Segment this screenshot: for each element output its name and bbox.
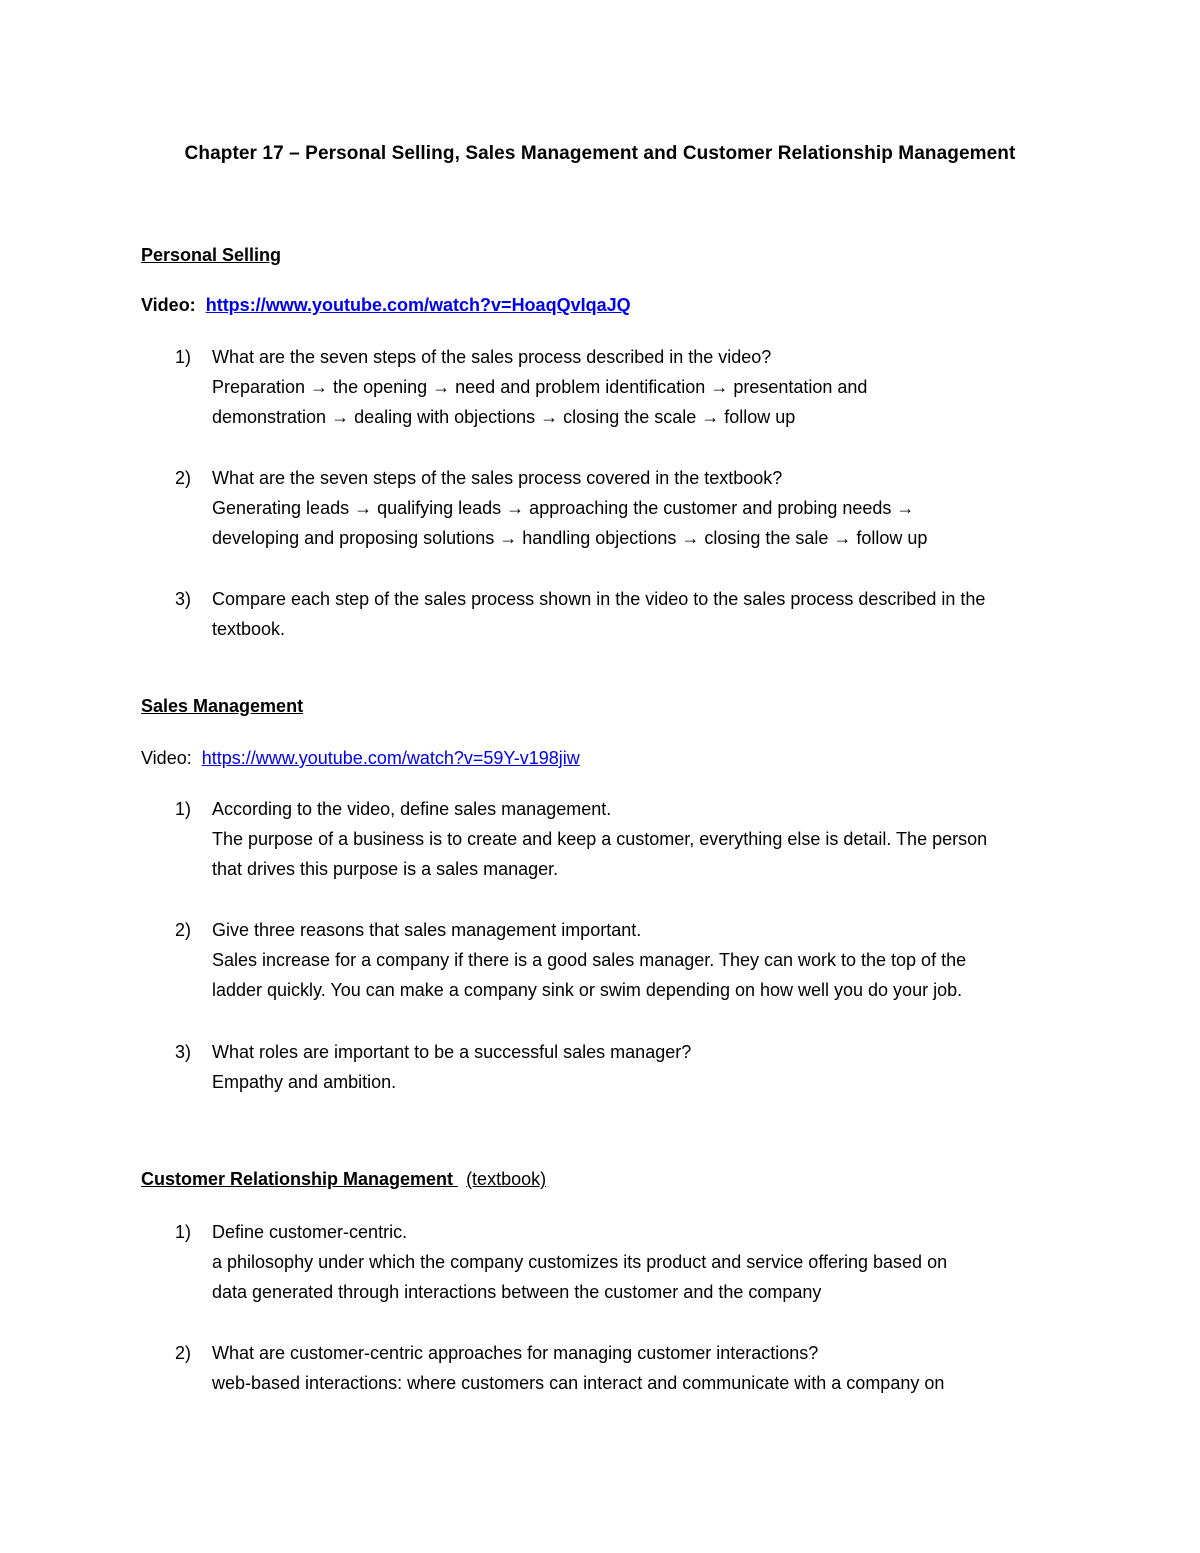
answer-line: demonstration → dealing with objections → closing the scale → follow up (212, 407, 796, 427)
answer-line: Empathy and ambition. (212, 1072, 397, 1092)
video-line-sales-management (141, 748, 580, 769)
video-label: Video: (141, 295, 196, 315)
answer-line: ladder quickly. You can make a company sink or swim depending on how well you do your job. (212, 980, 963, 1000)
answer-line: Preparation → the opening → need and problem identification → presentation and (212, 377, 868, 397)
answer-line: data generated through interactions between the customer and the company (212, 1282, 822, 1302)
question-text: What are customer-centric approaches for managing customer interactions? (212, 1343, 819, 1363)
answer-line: Generating leads → qualifying leads → approaching the customer and probing needs → (212, 498, 915, 518)
section-heading-sales-management: Sales Management (141, 696, 304, 716)
video-link-sales-management[interactable]: https://www.youtube.com/watch?v=59Y-v198jiw (201, 748, 580, 768)
answer-line: that drives this purpose is a sales manager. (212, 859, 559, 879)
section-heading-crm (141, 1169, 546, 1190)
answer-line: web-based interactions: where customers can interact and communicate with a company on (212, 1373, 945, 1393)
answer-line: textbook. (212, 619, 286, 639)
crm-heading-text: Customer Relationship Management (141, 1169, 454, 1189)
video-label: Video: (141, 748, 192, 768)
video-link-personal-selling[interactable]: https://www.youtube.com/watch?v=HoaqQvIqaJQ (205, 295, 631, 315)
item-number: 1) (175, 799, 192, 819)
item-number: 2) (175, 920, 192, 940)
item-number: 1) (175, 347, 192, 367)
answer-line: Sales increase for a company if there is a good sales manager. They can work to the top of the (212, 950, 967, 970)
answer-line: developing and proposing solutions → handling objections → closing the sale → follow up (212, 528, 928, 548)
item-number: 3) (175, 1042, 192, 1062)
question-text: Define customer-centric. (212, 1222, 408, 1242)
answer-line: a philosophy under which the company customizes its product and service offering based on (212, 1252, 948, 1272)
item-number: 1) (175, 1222, 192, 1242)
video-line-personal-selling (141, 295, 631, 316)
question-text: Compare each step of the sales process shown in the video to the sales process described in the (212, 589, 986, 609)
item-number: 2) (175, 468, 192, 488)
question-text: What are the seven steps of the sales process described in the video? (212, 347, 772, 367)
question-text: What roles are important to be a successful sales manager? (212, 1042, 692, 1062)
question-text: What are the seven steps of the sales process covered in the textbook? (212, 468, 783, 488)
item-number: 2) (175, 1343, 192, 1363)
question-text: Give three reasons that sales management important. (212, 920, 642, 940)
item-number: 3) (175, 589, 192, 609)
question-text: According to the video, define sales management. (212, 799, 612, 819)
answer-line: The purpose of a business is to create and keep a customer, everything else is detail. The person (212, 829, 988, 849)
crm-heading-suffix: (textbook) (466, 1169, 547, 1189)
page-title: Chapter 17 – Personal Selling, Sales Management and Customer Relationship Management (184, 143, 1016, 164)
section-heading-personal-selling: Personal Selling (141, 245, 282, 265)
